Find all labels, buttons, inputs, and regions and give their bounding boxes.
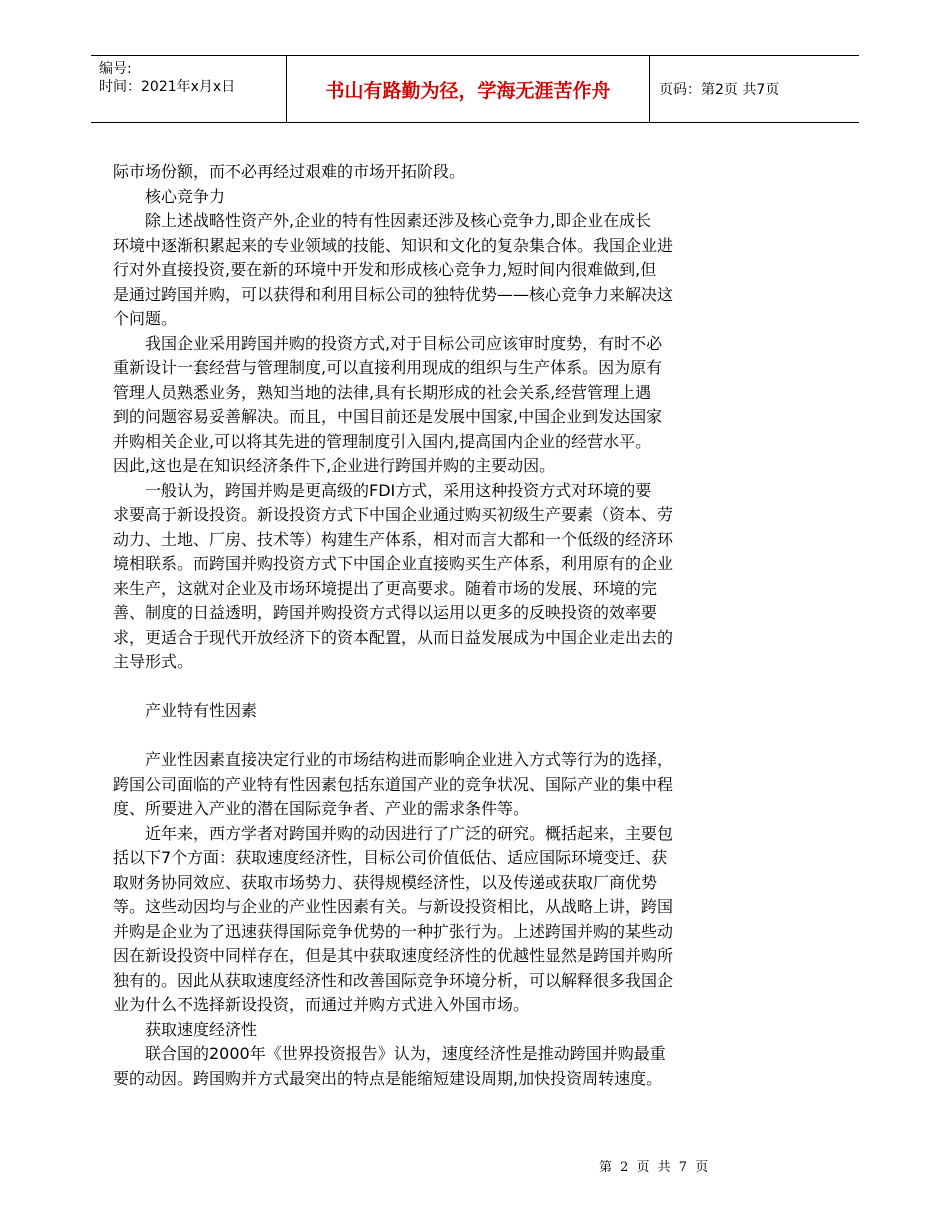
text-line: 环境中逐渐积累起来的专业领域的技能、知识和文化的复杂集合体。我国企业进 bbox=[113, 235, 674, 255]
text-line: 求要高于新设投资。新设投资方式下中国企业通过购买初级生产要素（资本、劳 bbox=[113, 505, 674, 524]
text-line: 产业性因素直接决定行业的市场结构进而影响企业进入方式等行为的选择， bbox=[145, 750, 674, 769]
text-line: 近年来，西方学者对跨国并购的动因进行了广泛的研究。概括起来，主要包 bbox=[145, 823, 674, 843]
header-meta bbox=[99, 60, 235, 96]
text-line: 我国企业采用跨国并购的投资方式,对于目标公司应该审时度势，有时不必 bbox=[145, 333, 663, 353]
text-line: 联合国的2000年《世界投资报告》认为，速度经济性是推动跨国并购最重 bbox=[145, 1044, 666, 1063]
text-line: 并购相关企业,可以将其先进的管理制度引入国内,提高国内企业的经营水平。 bbox=[113, 431, 652, 451]
blank-line bbox=[113, 724, 773, 749]
text-line: 取财务协同效应、获取市场势力、获得规模经济性，以及传递或获取厂商优势 bbox=[113, 872, 658, 892]
number-label: 编号: bbox=[99, 61, 132, 77]
text-line: 一般认为，跨国并购是更高级的FDI方式，采用这种投资方式对环境的要 bbox=[145, 480, 652, 500]
section-heading: 产业特有性因素 bbox=[145, 701, 258, 720]
header-divider bbox=[649, 56, 650, 122]
text-line: 行对外直接投资,要在新的环境中开发和形成核心竞争力,短时间内很难做到,但 bbox=[113, 260, 657, 279]
text-line: 际市场份额，而不必再经过艰难的市场开拓阶段。 bbox=[113, 162, 466, 181]
header-motto: 书山有路勤为径，学海无涯苦作舟 bbox=[325, 79, 611, 102]
text-line: 管理人员熟悉业务，熟知当地的法律,具有长期形成的社会关系,经营管理上遇 bbox=[113, 382, 652, 402]
header-page-info: 页码：第2页 共7页 bbox=[659, 82, 780, 98]
text-line: 跨国公司面临的产业特有性因素包括东道国产业的竞争状况、国际产业的集中程 bbox=[113, 774, 674, 794]
text-line: 度、所要进入产业的潜在国际竞争者、产业的需求条件等。 bbox=[113, 799, 530, 818]
text-line: 是通过跨国并购，可以获得和利用目标公司的独特优势——核心竞争力来解决这 bbox=[113, 284, 674, 304]
text-line: 重新设计一套经营与管理制度,可以直接利用现成的组织与生产体系。因为原有 bbox=[113, 358, 663, 377]
section-heading: 核心竞争力 bbox=[145, 186, 226, 206]
blank-line bbox=[113, 675, 773, 700]
text-line: 境相联系。而跨国并购投资方式下中国企业直接购买生产体系，利用原有的企业 bbox=[113, 554, 674, 573]
page-footer: 第 2 页 共 7 页 bbox=[599, 1160, 709, 1175]
text-line: 来生产，这就对企业及市场环境提出了更高要求。随着市场的发展、环境的完 bbox=[113, 578, 658, 598]
text-line: 要的动因。跨国购并方式最突出的特点是能缩短建设周期,加快投资周转速度。 bbox=[113, 1068, 663, 1088]
text-line: 个问题。 bbox=[113, 309, 178, 328]
section-heading: 获取速度经济性 bbox=[145, 1019, 258, 1039]
text-line: 求，更适合于现代开放经济下的资本配置，从而日益发展成为中国企业走出去的 bbox=[113, 627, 674, 647]
text-line: 等。这些动因均与企业的产业性因素有关。与新设投资相比，从战略上讲，跨国 bbox=[113, 897, 674, 916]
text-line: 业为什么不选择新设投资，而通过并购方式进入外国市场。 bbox=[113, 995, 530, 1014]
text-line: 到的问题容易妥善解决。而且，中国目前还是发展中国家,中国企业到发达国家 bbox=[113, 407, 663, 426]
text-line: 因在新设投资中同样存在，但是其中获取速度经济性的优越性显然是跨国并购所 bbox=[113, 946, 674, 965]
page-header bbox=[91, 55, 859, 123]
time-label: 时间：2021年x月x日 bbox=[99, 79, 236, 95]
text-line: 独有的。因此从获取速度经济性和改善国际竞争环境分析，可以解释很多我国企 bbox=[113, 970, 674, 990]
text-line: 除上述战略性资产外,企业的特有性因素还涉及核心竞争力,即企业在成长 bbox=[145, 211, 652, 230]
document-body bbox=[113, 160, 773, 1091]
text-line: 因此,这也是在知识经济条件下,企业进行跨国并购的主要动因。 bbox=[113, 456, 556, 475]
text-line: 动力、土地、厂房、技术等）构建生产体系，相对而言大都和一个低级的经济环 bbox=[113, 529, 674, 549]
text-line: 善、制度的日益透明，跨国并购投资方式得以运用以更多的反映投资的效率要 bbox=[113, 603, 658, 622]
text-line: 主导形式。 bbox=[113, 652, 194, 671]
text-line: 括以下7个方面：获取速度经济性，目标公司价值低估、适应国际环境变迁、获 bbox=[113, 848, 668, 867]
text-line: 并购是企业为了迅速获得国际竞争优势的一种扩张行为。上述跨国并购的某些动 bbox=[113, 921, 674, 941]
